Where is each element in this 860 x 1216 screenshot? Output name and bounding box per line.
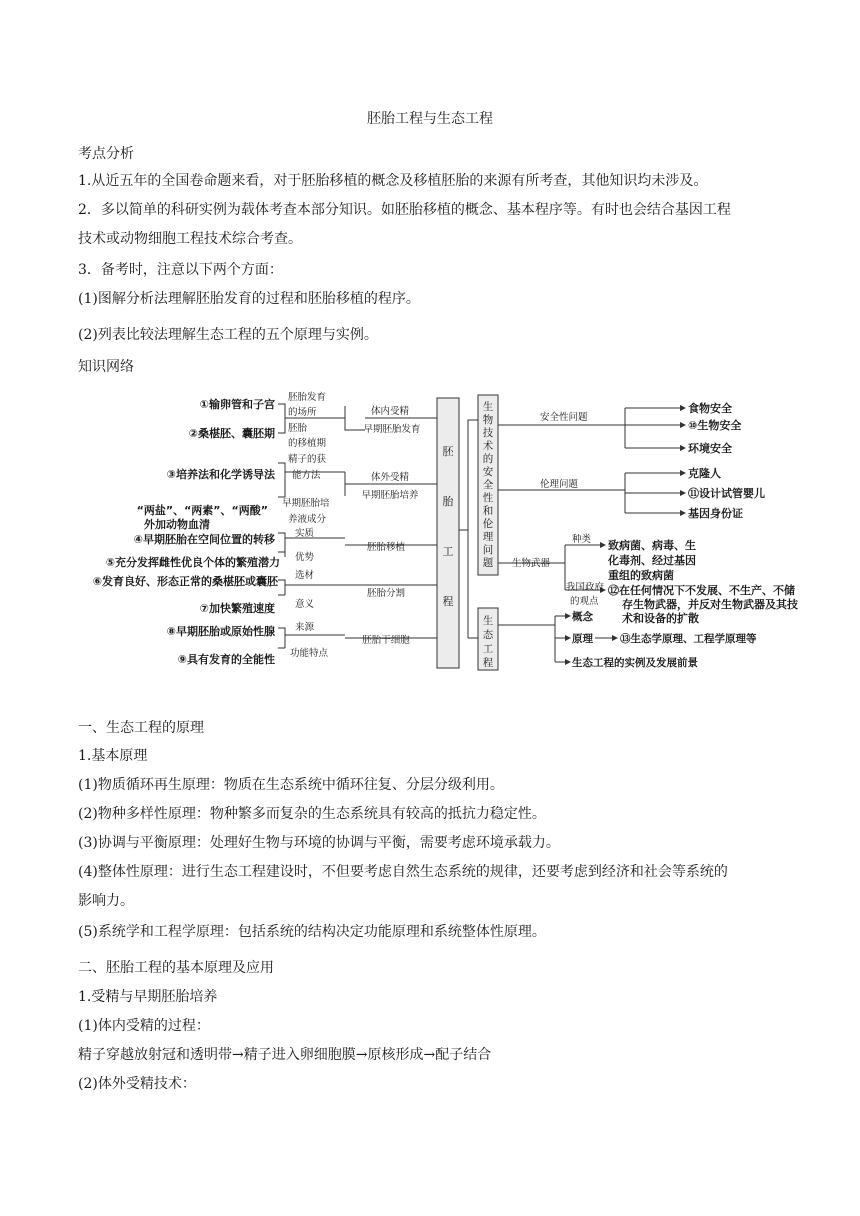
vertical-box-char: 工 [482,643,494,655]
right-answer: 重组的致病菌 [608,569,674,582]
section1-item: (5)系统学和工程学原理：包括系统的结构决定功能原理和系统整体性原理。 [78,924,546,940]
left-answer: ⑨具有发育的全能性 [177,653,275,666]
vertical-box-char: 题 [482,557,494,569]
vertical-box-char: 的 [482,453,494,465]
center-box-char: 胚 [442,445,454,458]
right-answer: 环境安全 [688,442,732,455]
mid-label: 胚胎移植 [366,542,406,553]
analysis-line: 2．多以简单的科研实例为载体考查本部分知识。如胚胎移植的概念、基本程序等。有时也会结合基因工程 [78,202,731,218]
left-answer: ⑤充分发挥雌性优良个体的繁殖潜力 [105,556,280,569]
small-label: 精子的获 [288,454,327,465]
left-answer: 外加动物血清 [144,518,210,531]
analysis-line: 1.从近五年的全国卷命题来看，对于胚胎移植的概念及移植胚胎的来源有所考查，其他知识均未涉及。 [78,173,708,189]
center-connector [459,420,478,638]
right-answer: 基因身份证 [688,507,743,520]
analysis-line: (1)图解分析法理解胚胎发育的过程和胚胎移植的程序。 [78,291,420,307]
mid-label: 胚胎分割 [366,588,406,599]
small-label: 养液成分 [288,514,327,525]
analysis-line: (2)列表比较法理解生态工程的五个原理与实例。 [78,327,378,343]
mid-label: 早期胚胎发育 [363,424,421,435]
right-answer: ⑫在任何情况下不发展、不生产、不储 [608,584,795,597]
right-label: 伦理问题 [540,479,579,490]
left-answer: ②桑椹胚、囊胚期 [188,427,275,440]
eco-label: ⑬生态学原理、工程学原理等 [620,633,757,645]
right-label: 的观点 [570,596,599,607]
right-answer: 化毒剂、经过基因 [608,554,696,567]
vertical-box-char: 和 [482,505,494,517]
right-answer: ⑪设计试管婴儿 [688,487,765,500]
small-label: 实质 [295,528,315,539]
mid-label: 早期胚胎培养 [361,490,419,501]
left-answer: ⑦加快繁殖速度 [199,602,275,615]
doc-title: 胚胎工程与生态工程 [367,111,493,127]
vertical-box-char: 安 [482,466,494,478]
analysis-heading: 考点分析 [78,146,134,162]
vertical-box-char: 理 [482,531,494,543]
vertical-box-char: 生 [482,401,494,413]
center-box [437,398,459,668]
mid-label: 胚胎干细胞 [362,635,410,646]
section2-heading: 二、胚胎工程的基本原理及应用 [78,960,274,976]
right-label: 我国政府 [566,582,605,593]
eco-label: 概念 [572,611,593,623]
right-answer: 存生物武器，并反对生物武器及其技 [622,598,798,611]
small-label: 的移植期 [288,438,327,449]
section2-sub: 1.受精与早期胚胎培养 [78,989,218,1005]
right-answer: 术和设备的扩散 [622,612,699,625]
section1-sub: 1.基本原理 [78,748,148,764]
vertical-box-char: 问 [482,544,494,556]
section1-item: 影响力。 [78,893,134,909]
vertical-box-char: 性 [482,492,494,504]
section1-item: (4)整体性原理：进行生态工程建设时，不但要考虑自然生态系统的规律，还要考虑到经济和社会等系统的 [78,864,728,880]
small-label: 胚胎发育 [288,392,327,403]
eco-label: 生态工程的实例及发展前景 [572,657,698,669]
right-answer: 克隆人 [688,467,721,480]
vertical-box-char: 伦 [482,518,494,530]
small-label: 选材 [295,570,315,581]
mid-label: 体外受精 [370,472,410,483]
right-label: 生物武器 [512,558,551,569]
right-answer: ⑩生物安全 [688,419,742,432]
analysis-line: 3．备考时，注意以下两个方面： [78,262,283,278]
network-heading: 知识网络 [78,359,134,375]
center-box-char: 胎 [442,495,454,508]
vertical-box-char: 物 [482,414,494,426]
section2-item: (2)体外受精技术： [78,1076,196,1092]
vertical-box-char: 术 [482,440,494,452]
section2-item: 精子穿越放射冠和透明带→精子进入卵细胞膜→原核形成→配子结合 [78,1047,492,1063]
vertical-box-char: 生 [482,615,494,627]
small-label: 能方法 [292,470,321,481]
left-answer: “两盐”、“两素”、“两酸” [136,504,268,517]
small-label: 胚胎 [288,423,308,434]
analysis-line: 技术或动物细胞工程技术综合考查。 [78,231,302,247]
vertical-box-char: 程 [482,657,494,669]
section1-item: (3)协调与平衡原理：处理好生物与环境的协调与平衡，需要考虑环境承载力。 [78,835,560,851]
center-box-char: 程 [442,595,454,608]
eco-label: 原理 [572,633,593,645]
small-label: 意义 [295,599,315,610]
left-answer: ①输卵管和子宫 [199,398,275,411]
left-answer: ⑥发育良好、形态正常的桑椹胚或囊胚 [92,575,278,588]
small-label: 的场所 [288,407,317,418]
section1-item: (1)物质循环再生原理：物质在生态系统中循环往复、分层分级利用。 [78,777,504,793]
left-answer: ⑧早期胚胎或原始性腺 [166,625,275,638]
left-answer: ③培养法和化学诱导法 [166,468,275,481]
small-label: 来源 [295,622,315,633]
section1-item: (2)物种多样性原理：物种繁多而复杂的生态系统具有较高的抵抗力稳定性。 [78,806,546,822]
center-box-char: 工 [442,545,454,558]
right-label: 种类 [572,534,592,545]
left-answer: ④早期胚胎在空间位置的转移 [133,533,275,546]
small-label: 功能特点 [290,648,329,659]
vertical-box-char: 技 [482,427,494,439]
section2-item: (1)体内受精的过程： [78,1018,210,1034]
right-answer: 食物安全 [688,402,732,415]
small-label: 早期胚胎培 [282,498,330,509]
small-label: 优势 [295,552,315,563]
section1-heading: 一、生态工程的原理 [78,720,204,736]
vertical-box-char: 全 [482,479,494,491]
mid-label: 体内受精 [370,406,410,417]
vertical-box-char: 态 [482,629,494,641]
knowledge-network-diagram [0,380,860,680]
right-answer: 致病菌、病毒、生 [608,539,696,552]
right-label: 安全性问题 [540,412,588,423]
